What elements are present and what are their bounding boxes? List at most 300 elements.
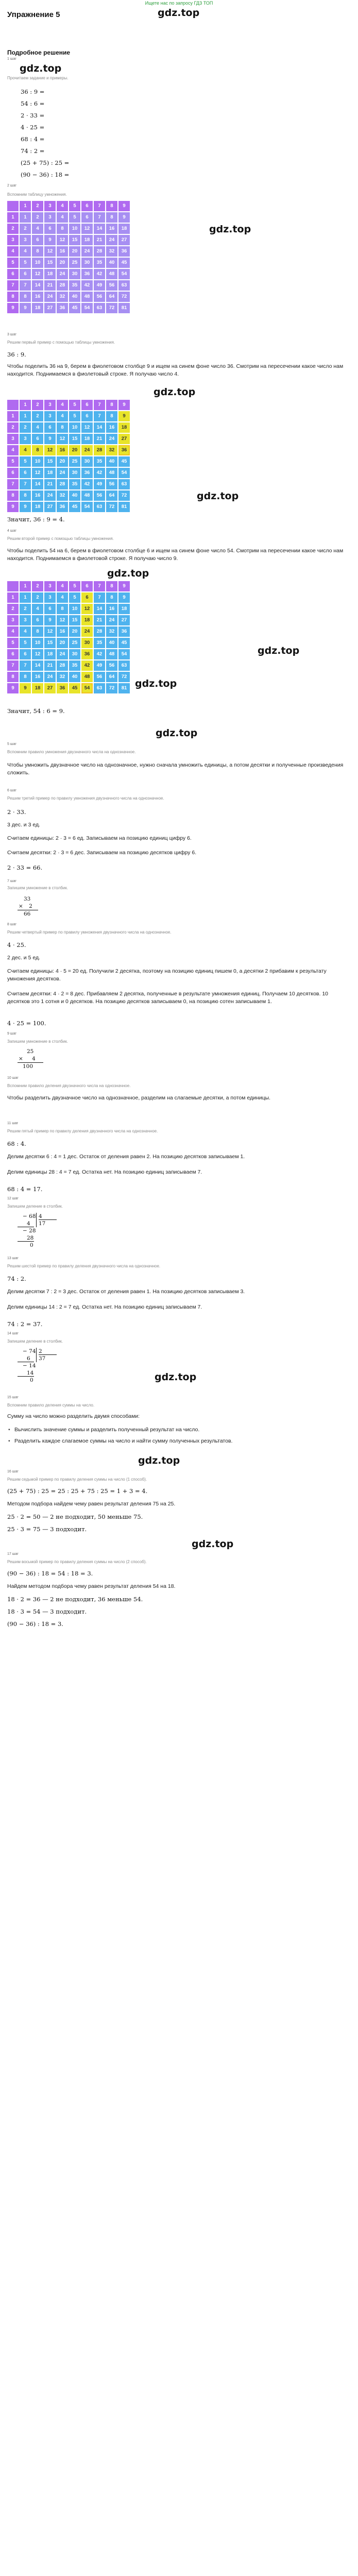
table-cell: 81 [118, 303, 130, 313]
table-cell: 45 [69, 502, 80, 512]
table-cell: 8 [106, 411, 117, 421]
col-line: 66 [18, 910, 38, 917]
table-cell: 21 [44, 479, 56, 489]
table-cell: 4 [57, 212, 68, 223]
table-cell: 7 [94, 411, 105, 421]
table-cell: 21 [44, 280, 56, 291]
table-cell: 12 [81, 422, 93, 433]
table-cell: 4 [20, 246, 31, 257]
table-header-cell: 9 [118, 400, 130, 410]
problem: 4 · 25. [7, 941, 26, 948]
explanation: Делим десятки 7 : 2 = 3 дес. Остаток от деления равен 1. На позицию десятков записываем 3. [7, 1289, 245, 1295]
problem: 68 : 4 = [21, 135, 45, 143]
table-cell: 12 [44, 445, 56, 455]
table-cell: 56 [106, 280, 117, 291]
table-header-cell: 4 [57, 581, 68, 591]
table-row-header: 4 [7, 246, 19, 257]
table-cell: 8 [106, 592, 117, 603]
table-header-cell: 1 [20, 400, 31, 410]
watermark: gdz.top [156, 727, 198, 739]
table-cell: 64 [106, 490, 117, 501]
table-cell: 4 [57, 592, 68, 603]
column-division-divisor [36, 1348, 57, 1362]
table-cell: 35 [69, 660, 80, 671]
table-cell: 7 [20, 280, 31, 291]
table-cell: 12 [44, 246, 56, 257]
table-cell: 45 [69, 303, 80, 313]
result: 68 : 4 = 17. [7, 1185, 43, 1193]
table-row-header: 5 [7, 456, 19, 467]
col-line: 100 [18, 1062, 43, 1070]
table-cell: 40 [69, 292, 80, 302]
table-row-header: 4 [7, 445, 19, 455]
table-header-cell: 1 [20, 581, 31, 591]
problem: 74 : 2. [7, 1275, 26, 1282]
table-cell: 8 [106, 212, 117, 223]
table-cell: 18 [118, 604, 130, 614]
table-row-header: 6 [7, 269, 19, 279]
table-cell: 63 [118, 660, 130, 671]
table-cell: 56 [106, 479, 117, 489]
explanation: Считаем десятки: 2 · 3 = 6 дес. Записываем на позицию десятков цифру 6. [7, 850, 197, 856]
solution-line: 25 · 2 = 50 — 2 не подходит, 50 меньше 75. [7, 1513, 143, 1520]
table-cell: 6 [20, 468, 31, 478]
step-note: Запишем деление в столбик. [7, 1339, 63, 1344]
col-line: 4 [18, 1220, 34, 1227]
multiplication-table [7, 201, 130, 313]
table-cell: 30 [81, 258, 93, 268]
col-line: − 68 [23, 1213, 36, 1219]
table-row-header: 1 [7, 212, 19, 223]
table-cell: 72 [118, 490, 130, 501]
table-cell: 15 [44, 638, 56, 648]
watermark: gdz.top [197, 490, 239, 502]
table-cell: 14 [32, 280, 43, 291]
table-cell: 14 [32, 479, 43, 489]
table-cell: 4 [20, 626, 31, 637]
table-header-cell [7, 400, 19, 410]
table-cell: 6 [44, 422, 56, 433]
column-multiplication [18, 1048, 43, 1070]
table-cell: 10 [69, 224, 80, 234]
table-cell: 32 [57, 490, 68, 501]
table-cell: 24 [57, 649, 68, 659]
table-cell: 6 [32, 615, 43, 625]
table-cell: 7 [94, 592, 105, 603]
table-cell: 32 [106, 445, 117, 455]
table-cell: 5 [69, 592, 80, 603]
table-cell: 54 [118, 468, 130, 478]
table-header-cell: 5 [69, 581, 80, 591]
table-cell: 16 [57, 626, 68, 637]
table-cell: 42 [94, 468, 105, 478]
watermark: gdz.top [158, 7, 200, 19]
table-header-cell: 7 [94, 400, 105, 410]
table-cell: 48 [106, 649, 117, 659]
table-cell: 24 [44, 292, 56, 302]
table-header-cell: 8 [106, 201, 117, 211]
table-cell: 8 [20, 672, 31, 682]
table-cell: 12 [81, 604, 93, 614]
table-cell: 18 [118, 224, 130, 234]
table-cell: 32 [57, 292, 68, 302]
table-row-header: 9 [7, 683, 19, 693]
table-cell: 72 [118, 672, 130, 682]
table-cell: 24 [106, 615, 117, 625]
table-cell: 48 [81, 292, 93, 302]
table-cell: 36 [118, 445, 130, 455]
table-cell: 12 [32, 468, 43, 478]
rule-item: • Разделить каждое слагаемое суммы на число и найти сумму полученных результатов. [14, 1437, 348, 1445]
table-cell: 20 [69, 445, 80, 455]
solution-line: (25 + 75) : 25 = 25 : 25 + 75 : 25 = 1 + 3 = 4. [7, 1487, 148, 1495]
table-cell: 16 [32, 672, 43, 682]
table-cell: 30 [69, 269, 80, 279]
table-cell: 15 [69, 235, 80, 245]
step-label: 14 шаг [7, 1332, 19, 1335]
table-cell: 56 [106, 660, 117, 671]
table-cell: 32 [57, 672, 68, 682]
table-cell: 42 [81, 280, 93, 291]
result: 2 · 33 = 66. [7, 864, 43, 871]
explanation: Найдем методом подбора чему равен результат деления 54 на 18. [7, 1583, 176, 1589]
table-header-cell: 3 [44, 581, 56, 591]
table-cell: 4 [32, 422, 43, 433]
problem: (90 − 36) : 18 = [21, 171, 70, 178]
result: 4 · 25 = 100. [7, 1020, 46, 1027]
table-cell: 10 [32, 258, 43, 268]
table-cell: 5 [20, 456, 31, 467]
table-cell: 14 [94, 422, 105, 433]
table-cell: 72 [106, 502, 117, 512]
problem: 2 · 33. [7, 808, 26, 816]
table-cell: 15 [69, 615, 80, 625]
problem: 36 : 9 = [21, 88, 45, 95]
col-line: − 74 [23, 1348, 36, 1354]
col-line: 0 [30, 1377, 33, 1383]
step-note: Решим пятый пример по правилу деления двузначного числа на однозначное. [7, 1129, 158, 1133]
table-row-header: 3 [7, 615, 19, 625]
solution-line: (90 − 36) : 18 = 54 : 18 = 3. [7, 1570, 93, 1577]
explanation: Чтобы поделить 36 на 9, берем в фиолетовом столбце 9 и ищем на синем фоне число 36. Смотрим на пересечении какое число нам находится. Поднимаемся в фиолетовый строке. Я получаю число 4. [7, 363, 344, 377]
table-cell: 21 [94, 235, 105, 245]
table-row-header: 1 [7, 411, 19, 421]
table-cell: 7 [94, 212, 105, 223]
table-cell: 64 [106, 292, 117, 302]
table-cell: 2 [32, 592, 43, 603]
watermark: gdz.top [135, 678, 177, 689]
result: Значит, 54 : 6 = 9. [7, 707, 65, 715]
table-cell: 18 [44, 269, 56, 279]
table-cell: 1 [20, 411, 31, 421]
step-label: 5 шаг [7, 742, 16, 746]
table-cell: 6 [32, 434, 43, 444]
explanation: Считаем десятки: 4 · 2 = 8 дес. Прибавляем 2 десятка, полученные в результате умножения единиц. Получаем 10 десятков. 10 десятков это 1 сотня и 0 десятков. На позицию десятков записываем 0, на позицию сотен записываем 1. [7, 991, 329, 1005]
table-cell: 63 [118, 280, 130, 291]
table-cell: 2 [32, 212, 43, 223]
table-cell: 20 [69, 246, 80, 257]
table-cell: 42 [94, 649, 105, 659]
table-cell: 54 [81, 303, 93, 313]
table-cell: 25 [69, 638, 80, 648]
table-cell: 15 [44, 456, 56, 467]
table-cell: 18 [32, 303, 43, 313]
table-cell: 24 [44, 672, 56, 682]
table-cell: 9 [44, 235, 56, 245]
table-cell: 45 [118, 638, 130, 648]
table-cell: 12 [57, 434, 68, 444]
table-cell: 27 [118, 235, 130, 245]
table-cell: 18 [81, 235, 93, 245]
table-cell: 32 [106, 626, 117, 637]
table-cell: 24 [81, 246, 93, 257]
table-cell: 42 [94, 269, 105, 279]
table-cell: 64 [106, 672, 117, 682]
col-line: 28 [18, 1234, 34, 1242]
table-cell: 3 [20, 235, 31, 245]
table-cell: 12 [81, 224, 93, 234]
table-cell: 81 [118, 683, 130, 693]
solution-line: 18 · 3 = 54 — 3 подходит. [7, 1608, 87, 1615]
table-row-header: 9 [7, 303, 19, 313]
col-line: 2 [39, 1348, 57, 1355]
table-cell: 7 [20, 660, 31, 671]
table-header-cell: 6 [81, 201, 93, 211]
watermark: gdz.top [209, 224, 251, 235]
table-row-header: 3 [7, 235, 19, 245]
table-cell: 18 [118, 422, 130, 433]
table-cell: 28 [94, 445, 105, 455]
explanation: Делим единицы 28 : 4 = 7 ед. Остатка нет. На позицию единиц записываем 7. [7, 1169, 202, 1175]
table-cell: 16 [32, 490, 43, 501]
watermark: gdz.top [107, 568, 149, 579]
step-note: Решим седьмой пример по правилу деления суммы на число (1 способ). [7, 1477, 147, 1482]
table-cell: 14 [94, 604, 105, 614]
table-cell: 8 [32, 246, 43, 257]
table-cell: 30 [81, 638, 93, 648]
step-note: Вспомним правило умножения двузначного числа на однозначное. [7, 750, 136, 754]
table-row-header: 4 [7, 626, 19, 637]
table-cell: 72 [106, 683, 117, 693]
table-header-cell: 1 [20, 201, 31, 211]
table-cell: 6 [32, 235, 43, 245]
step-label: 7 шаг [7, 879, 16, 883]
table-row-header: 9 [7, 502, 19, 512]
table-cell: 35 [94, 456, 105, 467]
table-cell: 28 [94, 626, 105, 637]
table-cell: 24 [57, 269, 68, 279]
problem: 74 : 2 = [21, 147, 45, 155]
table-cell: 24 [81, 445, 93, 455]
table-cell: 8 [57, 422, 68, 433]
watermark: gdz.top [20, 63, 62, 74]
step-label: 2 шаг [7, 184, 16, 188]
table-cell: 18 [81, 615, 93, 625]
table-cell: 27 [118, 434, 130, 444]
step-note: Решим второй пример с помощью таблицы умножения. [7, 536, 114, 541]
table-cell: 18 [32, 683, 43, 693]
table-cell: 10 [32, 456, 43, 467]
table-cell: 28 [57, 660, 68, 671]
col-line: × 2 [19, 903, 32, 909]
step-note: Вспомним таблицу умножения. [7, 192, 67, 197]
table-row-header: 6 [7, 649, 19, 659]
table-cell: 9 [44, 615, 56, 625]
table-header-cell [7, 201, 19, 211]
solution-subtitle: Подробное решение [7, 49, 71, 56]
table-cell: 4 [32, 224, 43, 234]
table-cell: 63 [94, 502, 105, 512]
result: 74 : 2 = 37. [7, 1320, 43, 1328]
watermark: gdz.top [154, 386, 196, 398]
table-cell: 6 [81, 592, 93, 603]
col-line: 0 [30, 1242, 33, 1248]
step-note: Запишем умножение в столбик. [7, 1039, 68, 1044]
explanation: Методом подбора найдем чему равен результат деления 75 на 25. [7, 1501, 176, 1507]
step-label: 4 шаг [7, 529, 16, 533]
table-cell: 16 [106, 224, 117, 234]
table-cell: 36 [57, 502, 68, 512]
table-cell: 8 [57, 604, 68, 614]
table-cell: 16 [57, 246, 68, 257]
table-cell: 56 [94, 292, 105, 302]
step-note: Решим третий пример по правилу умножения двузначного числа на однозначное. [7, 796, 164, 801]
problem: 4 · 25 = [21, 124, 45, 131]
table-row-header: 7 [7, 280, 19, 291]
table-cell: 25 [69, 456, 80, 467]
multiplication-table [7, 400, 130, 512]
step-label: 17 шаг [7, 1552, 19, 1556]
table-cell: 1 [20, 212, 31, 223]
table-cell: 81 [118, 502, 130, 512]
col-line: 4 [39, 1213, 57, 1220]
table-header-cell: 5 [69, 400, 80, 410]
table-cell: 42 [81, 660, 93, 671]
table-cell: 30 [69, 468, 80, 478]
table-cell: 5 [20, 258, 31, 268]
table-cell: 42 [81, 479, 93, 489]
promo-line[interactable]: Ищете нас по запросу ГДЗ ТОП [145, 1, 213, 6]
table-cell: 20 [69, 626, 80, 637]
table-header-cell: 4 [57, 400, 68, 410]
table-cell: 16 [32, 292, 43, 302]
table-header-cell: 2 [32, 400, 43, 410]
table-cell: 63 [118, 479, 130, 489]
col-line: − 28 [23, 1228, 36, 1234]
table-cell: 20 [57, 456, 68, 467]
table-cell: 6 [44, 224, 56, 234]
table-cell: 18 [32, 502, 43, 512]
step-note: Решим четвертый пример по правилу умножения двузначного числа на однозначное. [7, 930, 172, 935]
solution-line: (90 − 36) : 18 = 3. [7, 1620, 63, 1628]
table-cell: 2 [20, 604, 31, 614]
table-row-header: 5 [7, 258, 19, 268]
rule: Чтобы умножить двузначное число на однозначное, нужно сначала умножить единицы, а потом десятки и полученные произведения сложить. [7, 762, 344, 776]
table-cell: 45 [118, 258, 130, 268]
table-cell: 27 [44, 502, 56, 512]
table-cell: 45 [69, 683, 80, 693]
table-cell: 54 [118, 649, 130, 659]
table-header-cell: 6 [81, 400, 93, 410]
table-cell: 40 [106, 456, 117, 467]
table-cell: 36 [57, 683, 68, 693]
table-cell: 6 [20, 649, 31, 659]
table-header-cell: 3 [44, 201, 56, 211]
table-cell: 24 [106, 235, 117, 245]
col-line: 14 [18, 1369, 34, 1377]
table-cell: 9 [20, 303, 31, 313]
table-cell: 21 [94, 615, 105, 625]
table-cell: 1 [20, 592, 31, 603]
table-cell: 56 [94, 672, 105, 682]
table-cell: 16 [106, 422, 117, 433]
step-label: 13 шаг [7, 1257, 19, 1260]
table-cell: 45 [118, 456, 130, 467]
step-label: 6 шаг [7, 789, 16, 792]
table-cell: 14 [32, 660, 43, 671]
table-cell: 35 [69, 280, 80, 291]
solution-line: 18 · 2 = 36 — 2 не подходит, 36 меньше 54. [7, 1596, 143, 1603]
col-line: 25 [27, 1048, 34, 1055]
table-cell: 35 [94, 638, 105, 648]
watermark: gdz.top [138, 1455, 180, 1466]
step-note: Вспомним правило деления суммы на число. [7, 1403, 95, 1408]
table-cell: 28 [57, 280, 68, 291]
table-cell: 54 [118, 269, 130, 279]
problem: 54 : 6 = [21, 100, 45, 107]
table-cell: 36 [81, 468, 93, 478]
table-cell: 36 [118, 626, 130, 637]
table-cell: 72 [106, 303, 117, 313]
step-label: 12 шаг [7, 1197, 19, 1200]
table-cell: 40 [69, 672, 80, 682]
table-row-header: 8 [7, 490, 19, 501]
table-cell: 49 [94, 280, 105, 291]
table-header-cell: 7 [94, 201, 105, 211]
table-cell: 30 [69, 649, 80, 659]
col-line: − 14 [23, 1363, 36, 1369]
problem: 36 : 9. [7, 351, 26, 358]
table-cell: 36 [81, 269, 93, 279]
table-cell: 3 [44, 592, 56, 603]
table-cell: 48 [81, 490, 93, 501]
table-cell: 8 [20, 490, 31, 501]
table-row-header: 7 [7, 479, 19, 489]
rule: Чтобы разделить двузначное число на однозначное, разделим на слагаемые десятки, а потом единицы. [7, 1095, 271, 1101]
table-cell: 40 [69, 490, 80, 501]
problem: 68 : 4. [7, 1140, 26, 1147]
table-header-cell: 9 [118, 201, 130, 211]
table-cell: 8 [32, 445, 43, 455]
explanation: 2 дес. и 5 ед. [7, 955, 40, 961]
table-cell: 30 [81, 456, 93, 467]
table-cell: 10 [69, 422, 80, 433]
table-cell: 63 [94, 683, 105, 693]
step-note: Прочитаем задание и примеры. [7, 76, 69, 80]
table-cell: 18 [81, 434, 93, 444]
table-cell: 54 [81, 683, 93, 693]
table-cell: 24 [44, 490, 56, 501]
table-cell: 6 [20, 269, 31, 279]
problem: 2 · 33 = [21, 112, 45, 119]
table-header-cell: 9 [118, 581, 130, 591]
table-cell: 8 [57, 224, 68, 234]
table-cell: 5 [20, 638, 31, 648]
table-cell: 20 [57, 638, 68, 648]
table-cell: 32 [106, 246, 117, 257]
table-cell: 48 [106, 269, 117, 279]
table-cell: 49 [94, 660, 105, 671]
